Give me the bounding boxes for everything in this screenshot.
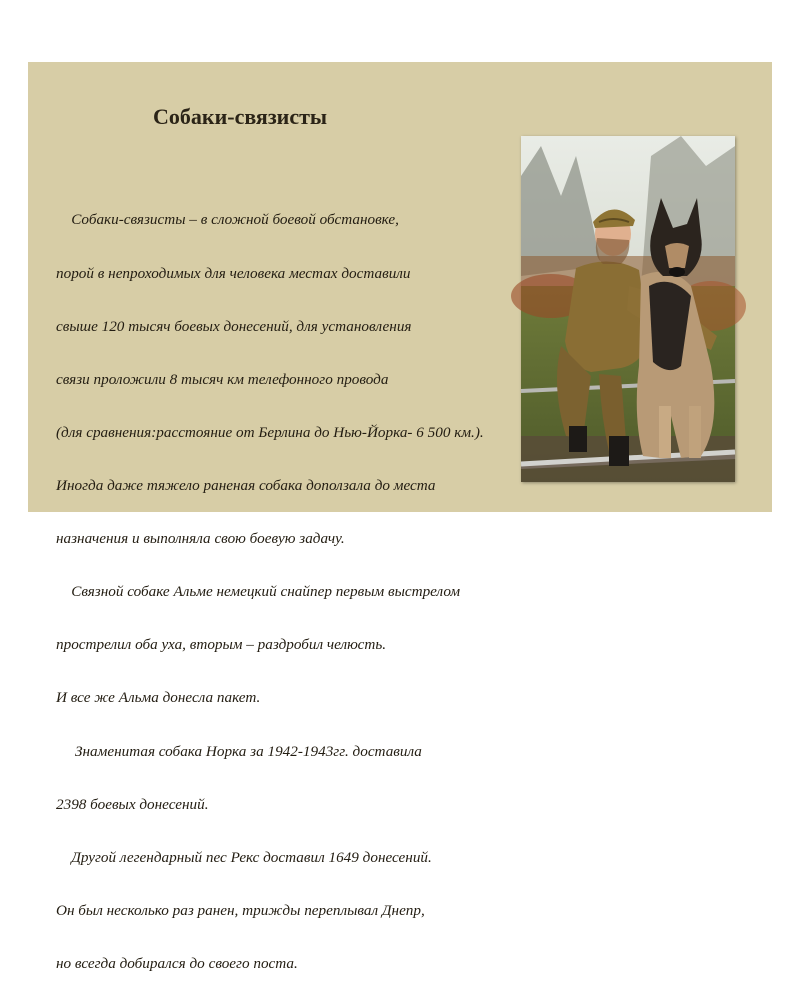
- slide: [28, 62, 772, 972]
- text-line: Связной собаке Альме немецкий снайпер первым выстрелом: [56, 583, 461, 601]
- photo-illustration: [521, 136, 735, 482]
- text-line: порой в непроходимых для человека местах доставили: [56, 264, 411, 282]
- slide-title: Собаки-связисты: [153, 104, 328, 129]
- text-line: прострелил оба уха, вторым – раздробил челюсть.: [56, 636, 387, 654]
- text-line: связи проложили 8 тысяч км телефонного провода: [56, 370, 389, 388]
- photo-soldier-with-dog: [521, 136, 735, 482]
- slide-body-text: [56, 176, 556, 1008]
- text-line: свыше 120 тысяч боевых донесений, для установления: [56, 317, 412, 335]
- text-line: назначения и выполняла свою боевую задачу.: [56, 530, 345, 548]
- text-line: Собаки-связисты – в сложной боевой обстановке,: [56, 211, 399, 229]
- text-line: 2398 боевых донесений.: [56, 795, 209, 813]
- text-line: Иногда даже тяжело раненая собака доползала до места: [56, 476, 436, 494]
- text-line: И все же Альма донесла пакет.: [56, 689, 261, 707]
- text-line: (для сравнения:расстояние от Берлина до Нью-Йорка- 6 500 км.).: [56, 423, 484, 441]
- text-line: но всегда добирался до своего поста.: [56, 954, 298, 972]
- text-line: Другой легендарный пес Рекс доставил 1649 донесений.: [56, 848, 432, 866]
- text-line: Знаменитая собака Норка за 1942-1943гг. доставила: [56, 742, 422, 760]
- text-line: Он был несколько раз ранен, трижды переплывал Днепр,: [56, 901, 425, 919]
